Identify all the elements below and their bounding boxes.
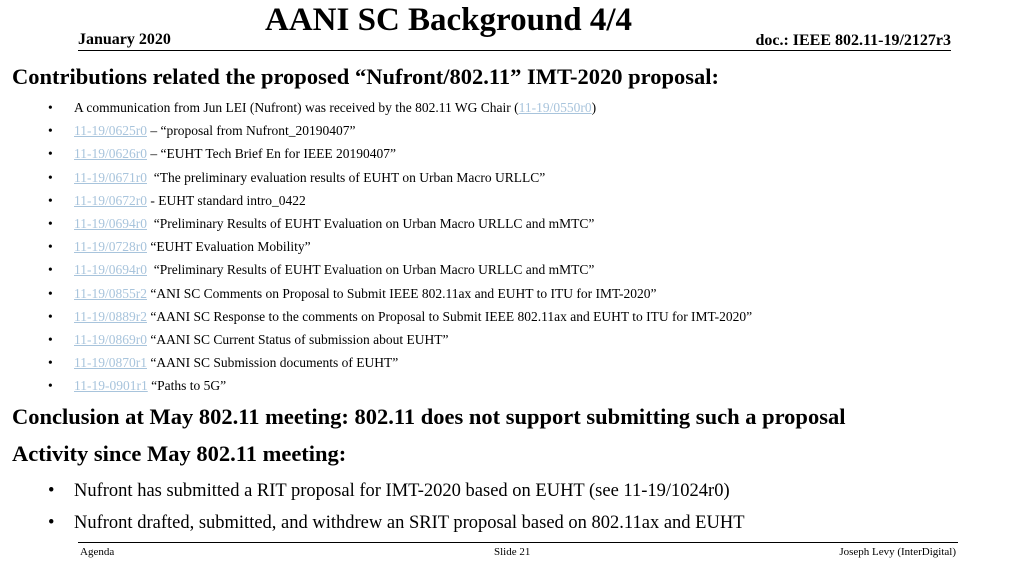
list-item (48, 143, 752, 166)
item-text: “AANI SC Response to the comments on Proposal to Submit IEEE 802.11ax and EUHT to ITU for IMT-2020” (147, 308, 753, 324)
document-link[interactable]: 11-19/0869r0 (74, 331, 147, 347)
item-text: ) (591, 100, 597, 115)
header-date: January 2020 (78, 31, 171, 48)
item-prefix: A communication from Jun LEI (Nufront) was received by the 802.11 WG Chair ( (74, 100, 519, 115)
list-item (48, 509, 745, 541)
item-text: “Preliminary Results of EUHT Evaluation on Urban Macro URLLC and mMTC” (147, 215, 595, 231)
list-item (48, 190, 752, 213)
item-text: – “proposal from Nufront_20190407” (147, 123, 356, 139)
footer-divider (78, 542, 958, 543)
document-link[interactable]: 11-19/0626r0 (74, 146, 147, 162)
footer-author: Joseph Levy (InterDigital) (839, 546, 956, 558)
header-divider (78, 50, 951, 51)
activity-heading: Activity since May 802.11 meeting: (12, 441, 347, 466)
document-link[interactable]: 11-19/0672r0 (74, 192, 147, 208)
bullet: • (48, 355, 53, 371)
bullet: • (48, 123, 53, 139)
document-link[interactable]: 11-19/0694r0 (74, 215, 147, 231)
bullet: • (48, 100, 53, 115)
document-link[interactable]: 11-19-0901r1 (74, 378, 148, 394)
bullet: • (48, 215, 53, 231)
document-link[interactable]: 11-19/0855r2 (74, 285, 147, 301)
item-text: Nufront has submitted a RIT proposal for IMT-2020 based on EUHT (see 11-19/1024r0) (74, 481, 730, 501)
list-item (48, 477, 745, 509)
list-item (48, 236, 752, 259)
footer-left: Agenda (80, 546, 115, 558)
list-item (48, 375, 752, 398)
bullet: • (48, 513, 55, 533)
item-text: “AANI SC Current Status of submission about EUHT” (147, 331, 449, 347)
item-text: - EUHT standard intro_0422 (147, 192, 306, 208)
header-doc-number: doc.: IEEE 802.11-19/2127r3 (755, 32, 951, 49)
bullet: • (48, 331, 53, 347)
list-item (48, 283, 752, 306)
item-text: “The preliminary evaluation results of EUHT on Urban Macro URLLC” (147, 169, 546, 185)
list-item (48, 306, 752, 329)
item-text: “Paths to 5G” (147, 378, 227, 394)
bullet: • (48, 262, 53, 278)
bullet: • (48, 169, 53, 185)
item-text: “ANI SC Comments on Proposal to Submit IEEE 802.11ax and EUHT to ITU for IMT-2020” (147, 285, 657, 301)
item-text: Nufront drafted, submitted, and withdrew an SRIT proposal based on 802.11ax and EUHT (74, 513, 745, 533)
item-text: “Preliminary Results of EUHT Evaluation on Urban Macro URLLC and mMTC” (147, 262, 595, 278)
list-item (48, 120, 752, 143)
bullet: • (48, 146, 53, 162)
contributions-list (48, 97, 752, 398)
item-text: – “EUHT Tech Brief En for IEEE 20190407” (147, 146, 396, 162)
document-link[interactable]: 11-19/0550r0 (518, 100, 592, 115)
bullet: • (48, 481, 55, 501)
bullet: • (48, 285, 53, 301)
document-link[interactable]: 11-19/0889r2 (74, 308, 147, 324)
document-link[interactable]: 11-19/0870r1 (74, 355, 147, 371)
document-link[interactable]: 11-19/0694r0 (74, 262, 147, 278)
slide-number: Slide 21 (494, 546, 531, 558)
activity-list (48, 477, 745, 541)
item-text: “EUHT Evaluation Mobility” (147, 239, 311, 255)
bullet: • (48, 378, 53, 394)
list-item (48, 352, 752, 375)
bullet: • (48, 192, 53, 208)
document-link[interactable]: 11-19/0625r0 (74, 123, 147, 139)
list-item (48, 329, 752, 352)
list-item (48, 213, 752, 236)
list-item (48, 259, 752, 282)
item-text: “AANI SC Submission documents of EUHT” (147, 355, 399, 371)
conclusion-heading: Conclusion at May 802.11 meeting: 802.11 does not support submitting such a proposal (12, 404, 846, 429)
list-item (48, 167, 752, 190)
bullet: • (48, 308, 53, 324)
slide-title: AANI SC Background 4/4 (265, 2, 633, 38)
document-link[interactable]: 11-19/0671r0 (74, 169, 147, 185)
contributions-heading: Contributions related the proposed “Nufront/802.11” IMT-2020 proposal: (12, 64, 719, 89)
list-item (48, 97, 752, 120)
document-link[interactable]: 11-19/0728r0 (74, 239, 147, 255)
bullet: • (48, 239, 53, 255)
